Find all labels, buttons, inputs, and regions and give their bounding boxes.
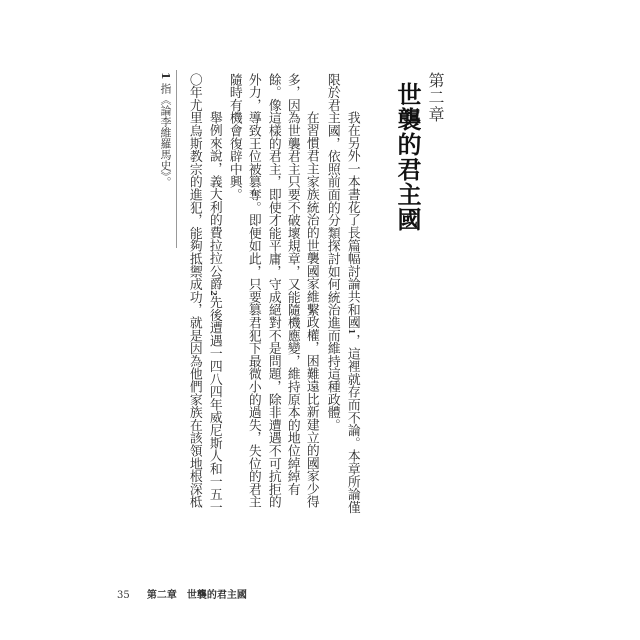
footnote-ref[interactable]: 2 bbox=[208, 290, 219, 296]
footnote-text: 指《論李維羅馬史》。 bbox=[159, 82, 172, 188]
body-text: ，這裡就存而不論。本章所論僅 bbox=[344, 334, 360, 514]
page-number: 35 bbox=[117, 590, 130, 601]
body-line: 隨時有機會復辟中興。 bbox=[226, 73, 242, 201]
page-footer bbox=[117, 586, 247, 601]
footnote-ref[interactable]: 1 bbox=[346, 328, 357, 335]
body-line bbox=[345, 111, 358, 513]
body-line bbox=[207, 111, 220, 513]
footnote-divider bbox=[176, 70, 177, 248]
body-line: 限於君主國，依照前面的分類探討如何統治進而維持這種政體。 bbox=[324, 73, 340, 432]
body-line: 餘。像這樣的君主，即使才能平庸，守成絕對不是問題，除非遭遇不可抗拒的 bbox=[265, 73, 281, 509]
chapter-label: 第二章 bbox=[426, 72, 445, 123]
body-line: 在習慣君主家族統治的世襲國家維繫政權，困難遠比新建立的國家少得 bbox=[303, 111, 319, 508]
footnote-number: 1 bbox=[159, 72, 172, 80]
body-line: 外力，導致王位被篡奪。即便如此，只要篡君犯下最微小的過失，失位的君主 bbox=[245, 73, 261, 509]
body-line: 〇年尤里烏斯教宗的進犯，能夠抵禦成功，就是因為他們家族在該領地根深柢 bbox=[186, 73, 202, 509]
body-line: 多，因為世襲君主只要不破壞規章，又能隨機應變，維持原本的地位綽綽有 bbox=[284, 73, 300, 496]
running-head: 第二章 世襲的君主國 bbox=[146, 590, 247, 601]
body-text: 我在另外一本書花了長篇幅討論共和國 bbox=[344, 111, 360, 329]
body-text: 舉例來說，義大利的費拉拉公爵 bbox=[206, 111, 222, 291]
chapter-title: 世襲的君主國 bbox=[393, 82, 422, 232]
body-text: 先後遭遇一四八四年威尼斯人和一五一 bbox=[206, 295, 222, 514]
footnote bbox=[157, 72, 173, 187]
